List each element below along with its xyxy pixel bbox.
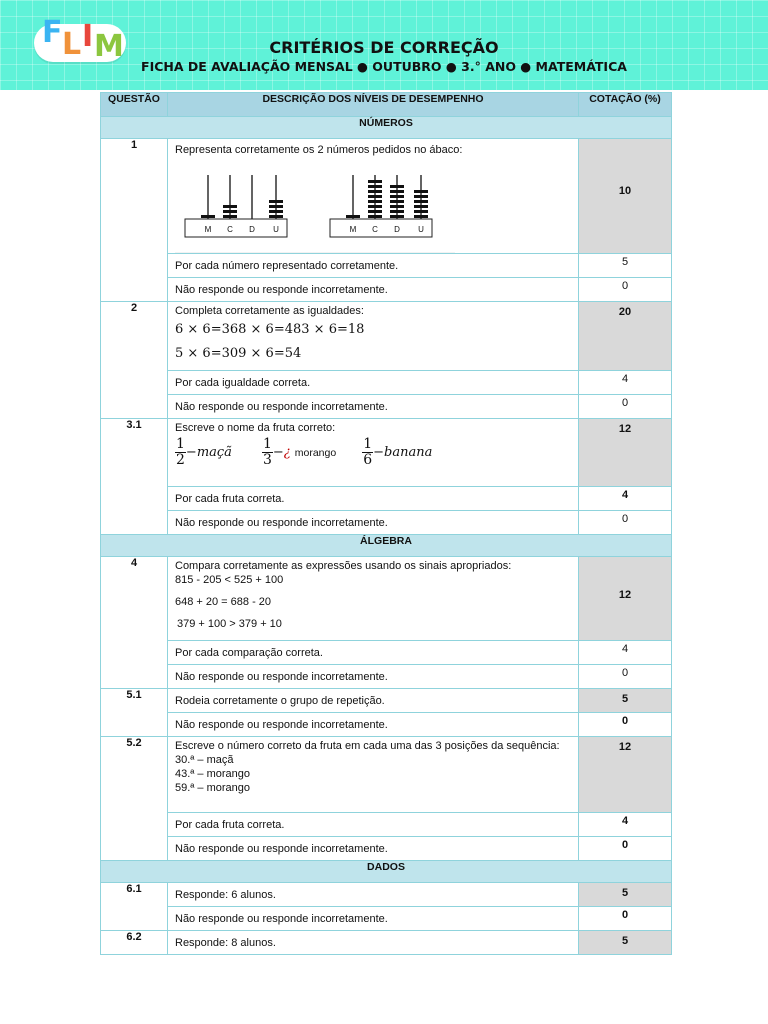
abacus-column-label: M [204, 225, 212, 234]
table-header-row [101, 93, 672, 117]
table-row [101, 278, 672, 302]
fraction-numerator: 1 [176, 436, 185, 452]
abacus-bead [368, 205, 382, 208]
table-row [101, 883, 672, 907]
table-row [101, 395, 672, 419]
criteria-table [100, 92, 672, 955]
score-cell: 0 [579, 837, 672, 861]
score-cell: 20 [579, 302, 672, 371]
criterion-description: Não responde ou responde incorretamente. [168, 395, 579, 419]
fraction-denominator: 6 [363, 452, 373, 468]
question-number: 1 [101, 139, 168, 302]
abacus-base [185, 219, 287, 237]
criterion-description: Não responde ou responde incorretamente. [168, 665, 579, 689]
fraction [175, 437, 186, 468]
score-cell: 4 [579, 813, 672, 837]
abacus-column-label: M [349, 225, 357, 234]
criterion-text: Representa corretamente os 2 números pedidos no ábaco: [175, 144, 463, 156]
abacus-bead [368, 195, 382, 198]
section-dados: DADOS [101, 861, 672, 883]
fraction-denominator: 2 [176, 452, 185, 468]
table-row [101, 907, 672, 931]
score-cell: 0 [579, 395, 672, 419]
fruit-answer: −maçã [185, 444, 232, 460]
table-row [101, 139, 672, 254]
fractions-line [175, 437, 571, 468]
abacus-bead [368, 215, 382, 218]
equation-line-1: 6 × 6=368 × 6=483 × 6=18 [175, 322, 365, 337]
question-number: 4 [101, 557, 168, 689]
abacus-illustrations [175, 157, 571, 253]
score-cell: 12 [579, 419, 672, 487]
criterion-description: Não responde ou responde incorretamente. [168, 278, 579, 302]
expression-2: 648 + 20 = 688 - 20 [175, 596, 272, 608]
score-cell: 12 [579, 557, 672, 641]
abacus-bead [414, 205, 428, 208]
abacus-bead [201, 215, 215, 218]
page-header [0, 0, 768, 90]
question-number: 5.1 [101, 689, 168, 737]
score-cell: 0 [579, 713, 672, 737]
table-row [101, 254, 672, 278]
score-cell: 0 [579, 278, 672, 302]
sequence-answer-1: 30.ª – maçã [175, 754, 234, 766]
score-cell: 5 [579, 931, 672, 955]
abacus-bead [368, 185, 382, 188]
abacus-bead [269, 200, 283, 203]
abacus-bead [269, 215, 283, 218]
score-cell: 5 [579, 254, 672, 278]
question-number: 6.2 [101, 931, 168, 955]
criterion-text: Completa corretamente as igualdades: [175, 305, 364, 317]
score-cell: 4 [579, 641, 672, 665]
abacus-bead [390, 185, 404, 188]
abacus-column-label: U [273, 225, 279, 234]
section-algebra: ÁLGEBRA [101, 535, 672, 557]
abacus-bead [390, 190, 404, 193]
logo-letter-l: L [62, 27, 82, 62]
criterion-description: Por cada comparação correta. [168, 641, 579, 665]
abacus-bead [414, 200, 428, 203]
criterion-description: Por cada número representado corretamente. [168, 254, 579, 278]
abacus-bead [223, 210, 237, 213]
fraction [362, 437, 373, 468]
abacus-column-label: D [394, 225, 400, 234]
criterion-description [168, 139, 579, 254]
abacus-base [330, 219, 432, 237]
table-row [101, 837, 672, 861]
header-cotacao: COTAÇÃO (%) [579, 93, 672, 117]
score-cell: 5 [579, 689, 672, 713]
sequence-answer-2: 43.ª – morango [175, 768, 251, 780]
abacus-bead [414, 215, 428, 218]
header-descricao: DESCRIÇÃO DOS NÍVEIS DE DESEMPENHO [168, 93, 579, 117]
score-cell: 0 [579, 907, 672, 931]
score-cell: 10 [579, 139, 672, 254]
sequence-answer-3: 59.ª – morango [175, 782, 251, 794]
abacus-bead [346, 215, 360, 218]
page-title: CRITÉRIOS DE CORREÇÃO [269, 38, 499, 57]
criterion-description [168, 737, 579, 813]
abacus-column-label: D [249, 225, 255, 234]
criterion-description [168, 557, 579, 641]
abacus-bead [390, 195, 404, 198]
abacus-bead [390, 200, 404, 203]
table-row [101, 419, 672, 487]
logo-letter-i: I [82, 19, 94, 54]
criterion-description: Não responde ou responde incorretamente. [168, 713, 579, 737]
abacus-bead [368, 200, 382, 203]
criterion-description: Por cada fruta correta. [168, 487, 579, 511]
table-row [101, 713, 672, 737]
equation-line-2: 5 × 6=309 × 6=54 [175, 346, 302, 361]
fraction [262, 437, 273, 468]
score-cell: 12 [579, 737, 672, 813]
symbol-mark: ¿ [283, 444, 291, 460]
abacus-bead [269, 210, 283, 213]
fraction-denominator: 3 [262, 452, 272, 468]
abacus-bead [368, 210, 382, 213]
abacus-bead [368, 190, 382, 193]
question-number: 6.1 [101, 883, 168, 931]
fruit-answer: −banana [373, 444, 433, 460]
table-row [101, 302, 672, 371]
question-number: 5.2 [101, 737, 168, 861]
abacus-column-label: C [372, 225, 378, 234]
abacus-bead [223, 205, 237, 208]
table-row [101, 737, 672, 813]
criterion-text: Compara corretamente as expressões usando os sinais apropriados: [175, 560, 512, 572]
score-cell: 4 [579, 487, 672, 511]
header-questao: QUESTÃO [101, 93, 168, 117]
score-cell: 5 [579, 883, 672, 907]
abacus-bead [414, 195, 428, 198]
criterion-description: Não responde ou responde incorretamente. [168, 837, 579, 861]
table-row [101, 931, 672, 955]
criterion-description: Não responde ou responde incorretamente. [168, 907, 579, 931]
expression-1: 815 - 205 < 525 + 100 [175, 574, 284, 586]
abacus-bead [390, 205, 404, 208]
criterion-description: Por cada igualdade correta. [168, 371, 579, 395]
table-row [101, 665, 672, 689]
criterion-description: Responde: 6 alunos. [168, 883, 579, 907]
fraction-numerator: 1 [363, 436, 373, 452]
page-subtitle: FICHA DE AVALIAÇÃO MENSAL ● OUTUBRO ● 3.° ANO ● MATEMÁTICA [141, 59, 627, 74]
expression-3: 379 + 100 > 379 + 10 [177, 618, 282, 630]
table-row [101, 813, 672, 837]
criterion-text: Escreve o número correto da fruta em cada uma das 3 posições da sequência: [175, 740, 560, 752]
abacus-bead [414, 210, 428, 213]
table-row [101, 557, 672, 641]
table-row [101, 487, 672, 511]
score-cell: 4 [579, 371, 672, 395]
fruit-answer: morango [294, 446, 337, 459]
score-cell: 0 [579, 511, 672, 535]
abacus-bead [269, 205, 283, 208]
criterion-text: Escreve o nome da fruta correto: [175, 422, 336, 434]
dash: − [272, 444, 284, 460]
score-cell: 0 [579, 665, 672, 689]
table-row [101, 689, 672, 713]
criterion-description: Por cada fruta correta. [168, 813, 579, 837]
criterion-description: Não responde ou responde incorretamente. [168, 511, 579, 535]
table-row [101, 371, 672, 395]
abacus-bead [223, 215, 237, 218]
abacus-bead [368, 180, 382, 183]
table-row [101, 641, 672, 665]
abacus-column-label: C [227, 225, 233, 234]
abacus-bead [414, 190, 428, 193]
criterion-description [168, 302, 579, 371]
question-number: 3.1 [101, 419, 168, 535]
question-number: 2 [101, 302, 168, 419]
fraction-numerator: 1 [262, 436, 272, 452]
criterion-description: Responde: 8 alunos. [168, 931, 579, 955]
abacus-drawing [175, 157, 475, 253]
section-numeros: NÚMEROS [101, 117, 672, 139]
abacus-column-label: U [418, 225, 424, 234]
abacus-bead [390, 215, 404, 218]
criterion-description: Rodeia corretamente o grupo de repetição. [168, 689, 579, 713]
logo-letter-f: F [42, 15, 63, 50]
logo-letter-m: M [94, 29, 124, 64]
table-row [101, 511, 672, 535]
criterion-description [168, 419, 579, 487]
abacus-bead [390, 210, 404, 213]
